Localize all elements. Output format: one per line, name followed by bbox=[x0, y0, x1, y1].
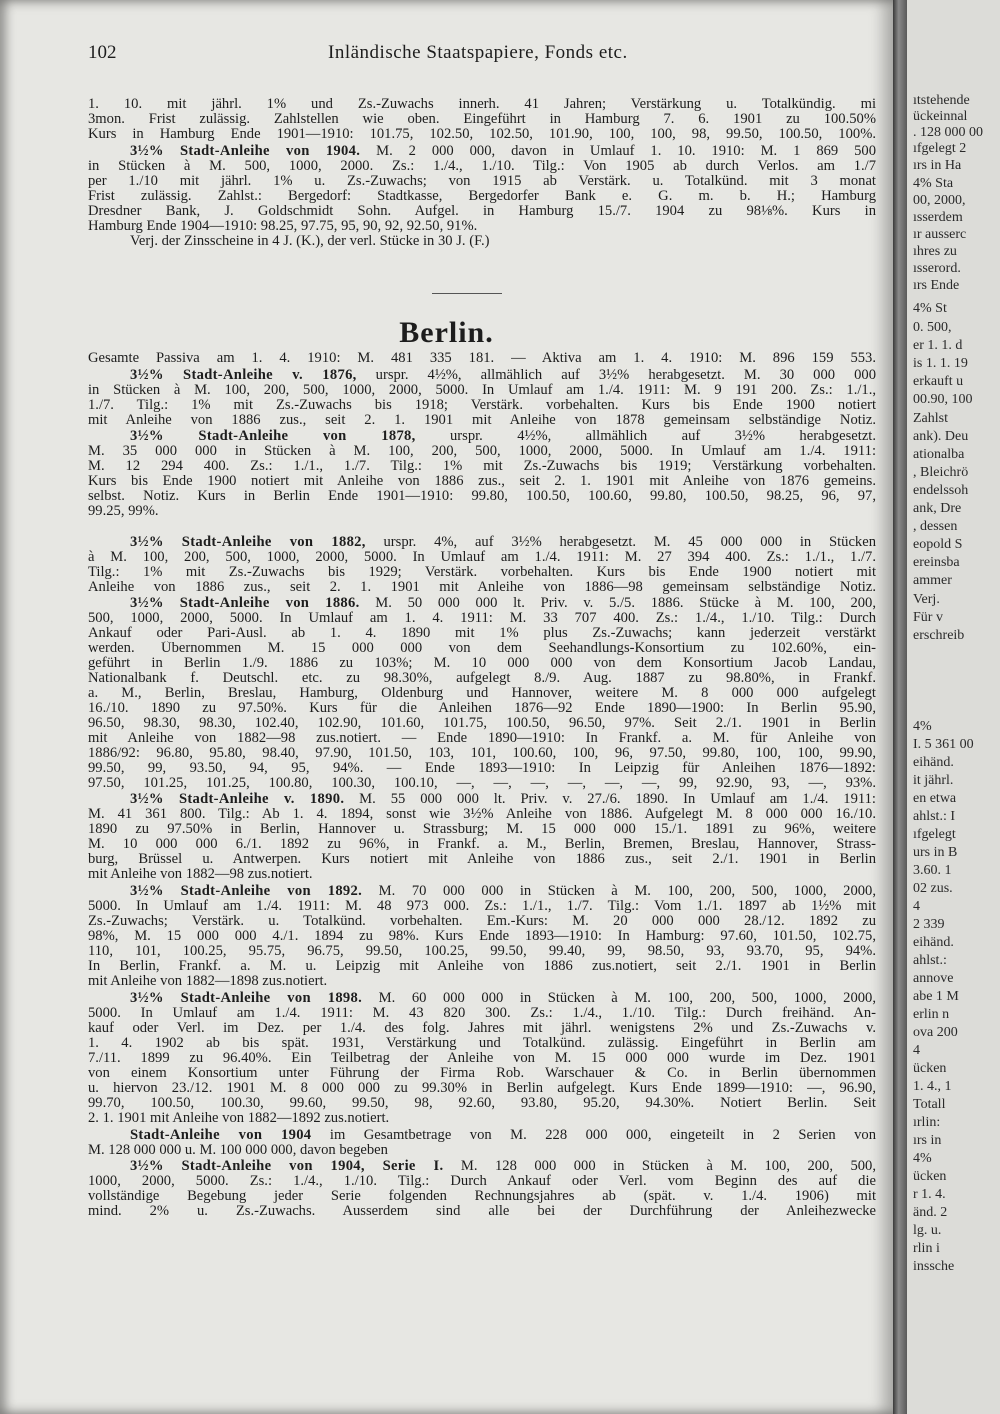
adjacent-page-line: eihänd. bbox=[913, 755, 954, 770]
entry-heading: 3½% Stadt-Anleihe v. 1876, bbox=[130, 368, 357, 383]
adjacent-page-line: 4% Sta bbox=[913, 176, 954, 191]
adjacent-page-line: ıtstehende bbox=[913, 93, 970, 108]
adjacent-page-line: 4 bbox=[913, 1043, 920, 1058]
text-line: a. M., Berlin, Breslau, Hamburg, Oldenburg und Hannover, weitere M. 8 000 000 aufgelegt bbox=[88, 686, 876, 701]
entry-text: M. 70 000 000 in Stücken à M. 100, 200, 500, 1000, 2000, bbox=[378, 884, 876, 899]
adjacent-page-line: 0. 500, bbox=[913, 320, 952, 335]
adjacent-page-line: ammer bbox=[913, 573, 952, 588]
text-line: 110, 101, 100.25, 95.75, 96.75, 99.50, 100.25, 99.50, 99.40, 99, 98.50, 93, 93.70, 95, 94%. bbox=[88, 944, 876, 959]
adjacent-page-line: 02 zus. bbox=[913, 881, 953, 896]
adjacent-page-line: ısserdem bbox=[913, 210, 963, 225]
text-line: Frist zulässig. Zahlst.: Bergedorf: Stadtkasse, Bergedorfer Bank e. G. m. b. H.; Hamburg bbox=[88, 189, 876, 204]
page-number: 102 bbox=[88, 42, 117, 63]
text-line: Hamburg Ende 1904—1910: 98.25, 97.75, 95, 90, 92, 92.50, 91%. bbox=[88, 219, 478, 234]
entry-heading: Stadt-Anleihe von 1904 bbox=[130, 1128, 312, 1143]
adjacent-page-line: r 1. 4. bbox=[913, 1187, 946, 1202]
adjacent-page-line: ıhres zu bbox=[913, 244, 957, 259]
adjacent-page-line: inssche bbox=[913, 1259, 955, 1274]
adjacent-page-line: Verj. bbox=[913, 592, 940, 607]
text-line: mit Anleihe von 1882—1898 zus.notiert. bbox=[88, 974, 328, 989]
section-divider bbox=[432, 293, 502, 294]
adjacent-page-line: it jährl. bbox=[913, 773, 954, 788]
adjacent-page-line: ırlin: bbox=[913, 1115, 941, 1130]
adjacent-page-line: ova 200 bbox=[913, 1025, 958, 1040]
text-line: In Berlin, Frankf. a. M. u. Leipzig mit Anleihe von 1886 zus.notiert, seit 2./1. 1901 in Berlin bbox=[88, 959, 876, 974]
adjacent-page-line: urs in B bbox=[913, 845, 958, 860]
text-line: à M. 100, 200, 500, 1000, 2000, 5000. In Umlauf am 1./4. 1911: M. 27 394 400. Zs.: 1./1., 1./7. bbox=[88, 550, 876, 565]
adjacent-page-line: ücken bbox=[913, 1169, 947, 1184]
entry-first-line bbox=[130, 596, 876, 611]
text-line: 1. 10. mit jährl. 1% und Zs.-Zuwachs innerh. 41 Jahren; Verstärkung u. Totalkündig. mi bbox=[88, 97, 876, 112]
adjacent-page-line: , dessen bbox=[913, 519, 958, 534]
entry-heading: 3½% Stadt-Anleihe von 1898. bbox=[130, 991, 363, 1006]
text-line: 3mon. Frist zulässig. Zahlstellen wie oben. Eingeführt in Hamburg 7. 6. 1901 zu 100.50% bbox=[88, 112, 876, 127]
adjacent-page-line: 4% bbox=[913, 719, 932, 734]
text-line: mit Anleihe von 1882—98 zus.notiert. bbox=[88, 867, 313, 882]
entry-text: M. 128 000 000 in Stücken à M. 100, 200, 500, bbox=[460, 1159, 876, 1174]
running-title: Inländische Staatspapiere, Fonds etc. bbox=[328, 42, 628, 63]
text-line: Nationalbank f. Deutschl. etc. zu 98.30%, aufgelegt 8./9. Aug. 1887 zu 98.80%, in Frankf. bbox=[88, 671, 876, 686]
entry-first-line bbox=[130, 1128, 876, 1143]
adjacent-page-line: eopold S bbox=[913, 537, 963, 552]
adjacent-page-line: 1. 4., 1 bbox=[913, 1079, 952, 1094]
entry-first-line bbox=[130, 991, 876, 1006]
text-line: 16./10. 1890 zu 97.50%. Kurs für die Anleihen 1876—92 Ende 1890—1900: In Berlin 95.90, bbox=[88, 701, 876, 716]
adjacent-page-line: ahlst.: bbox=[913, 953, 947, 968]
adjacent-page-line: is 1. 1. 19 bbox=[913, 356, 968, 371]
text-line: in Stücken à M. 100, 200, 500, 1000, 2000, 5000. In Umlauf am 1./4. 1911: M. 9 191 200. Zs.: 1./1., bbox=[88, 383, 876, 398]
adjacent-page-line: 4 bbox=[913, 899, 920, 914]
adjacent-page-line: ıfgelegt bbox=[913, 827, 956, 842]
adjacent-page-line: 3.60. 1 bbox=[913, 863, 952, 878]
adjacent-page-line: erlin n bbox=[913, 1007, 950, 1022]
text-line: 1. 4. 1902 ab bis spät. 1931, Verstärkung und Totalkünd. zulässig. Eingeführt in Berlin am bbox=[88, 1036, 876, 1051]
adjacent-page-line: 4% St bbox=[913, 301, 947, 316]
text-line: Kurs in Hamburg Ende 1901—1910: 101.75, 102.50, 102.50, 101.90, 100, 100, 98, 99.50, 100.50, 100%. bbox=[88, 127, 876, 142]
text-line: von einem Konsortium unter Führung der Firma Rob. Warschauer & Co. in Berlin übernommen bbox=[88, 1066, 876, 1081]
adjacent-page-line: änd. 2 bbox=[913, 1205, 948, 1220]
text-line: 500, 1000, 2000, 5000. In Umlauf am 1. 4. 1911: M. 33 707 400. Zs.: 1./4., 1./10. Tilg.: Durch bbox=[88, 611, 876, 626]
adjacent-page-line: 00.90, 100 bbox=[913, 392, 973, 407]
text-line: u. hiervon 23./12. 1901 M. 8 000 000 zu 99.30% in Berlin aufgelegt. Kurs Ende 1899—1910: —, 96.90, bbox=[88, 1081, 876, 1096]
text-line: 1000, 2000, 5000. Zs.: 1./4., 1./10. Tilg.: Durch Ankauf oder Verl. vom Beginn des auf die bbox=[88, 1174, 876, 1189]
text-line: 1886/92: 96.80, 95.80, 98.40, 97.90, 101.50, 103, 101, 100.60, 100, 96, 97.50, 99.80, 100, 100, 99.90, bbox=[88, 746, 876, 761]
text-line: M. 10 000 000 6./1. 1892 zu 96%, in Frankf. a. M., Berlin, Bremen, Breslau, Hannover, Strass- bbox=[88, 837, 876, 852]
text-line: 5000. In Umlauf am 1./4. 1911: M. 43 820 300. Zs.: 1./4., 1./10. Tilg.: Durch freihänd. An- bbox=[88, 1006, 876, 1021]
adjacent-page-line: ank, Dre bbox=[913, 501, 962, 516]
entry-text: M. 50 000 000 lt. Priv. v. 5./5. 1886. Stücke à M. 100, 200, bbox=[375, 596, 876, 611]
adjacent-page-line: erschreib bbox=[913, 628, 965, 643]
entry-text: im Gesamtbetrage von M. 228 000 000, eingeteilt in 2 Serien von bbox=[329, 1128, 876, 1143]
entry-first-line bbox=[130, 1159, 876, 1174]
adjacent-page-line: erkauft u bbox=[913, 374, 964, 389]
adjacent-page-line: endelssoh bbox=[913, 483, 969, 498]
entry-text: M. 55 000 000 lt. Priv. v. 27./6. 1890. In Umlauf am 1./4. 1911: bbox=[359, 792, 876, 807]
adjacent-page-line: ahlst.: I bbox=[913, 809, 955, 824]
section-title: Berlin. bbox=[399, 316, 494, 349]
adjacent-page-line: ationalba bbox=[913, 447, 965, 462]
adjacent-page-line: ıfgelegt 2 bbox=[913, 141, 967, 156]
text-line: M. 128 000 000 u. M. 100 000 000, davon begeben bbox=[88, 1143, 388, 1158]
text-line: per 1./10 mit jährl. 1% u. Zs.-Zuwachs; von 1915 ab Verstärk. u. Totalkünd. mit 3 monat bbox=[88, 174, 876, 189]
entry-heading: 3½% Stadt-Anleihe v. 1890. bbox=[130, 792, 345, 807]
entry-first-line bbox=[130, 884, 876, 899]
text-line: burg, Brüssel u. Antwerpen. Kurs notiert mit Anleihe von 1886 zus., seit 2./1. 1901 in Berlin bbox=[88, 852, 876, 867]
text-line: in Stücken à M. 500, 1000, 2000. Zs.: 1./4., 1./10. Tilg.: Von 1905 ab durch Verlos. am 1./7 bbox=[88, 159, 876, 174]
adjacent-page-line: ereinsba bbox=[913, 555, 960, 570]
text-line: 97.50, 101.25, 101.25, 100.80, 100.30, 100.10, —, —, —, —, —, —, 99, 92.90, 93, —, 93%. bbox=[88, 776, 876, 791]
adjacent-page-line: , Bleichrö bbox=[913, 465, 969, 480]
text-line: mind. 2% u. Zs.-Zuwachs. Ausserdem sind alle bei der Durchführung der Anleihezwecke bbox=[88, 1204, 876, 1219]
entry-heading: 3½% Stadt-Anleihe von 1886. bbox=[130, 596, 360, 611]
entry-heading: 3½% Stadt-Anleihe von 1892. bbox=[130, 884, 363, 899]
adjacent-page-line: ırs in bbox=[913, 1133, 942, 1148]
gesamte-passiva: Gesamte Passiva am 1. 4. 1910: M. 481 335 181. — Aktiva am 1. 4. 1910: M. 896 159 553. bbox=[88, 351, 876, 366]
text-line: Anleihe von 1886 zus., seit 2. 1. 1901 mit Anleihe von 1886—98 gemeinsam selbständige Notiz. bbox=[88, 580, 876, 595]
adjacent-page-line: Für v bbox=[913, 610, 943, 625]
adjacent-page-line: Totall bbox=[913, 1097, 946, 1112]
entry-first-line bbox=[130, 535, 876, 550]
adjacent-page-line: annove bbox=[913, 971, 954, 986]
adjacent-page-line: abe 1 M bbox=[913, 989, 959, 1004]
entry-text: urspr. 4½%, allmählich auf 3½% herabgesetzt. M. 30 000 000 bbox=[375, 368, 876, 383]
book-gutter bbox=[893, 0, 907, 1414]
text-line: Tilg.: 1% mit Zs.-Zuwachs bis 1929; Verstärk. vorbehalten. Kurs bis Ende 1900 notiert mit bbox=[88, 565, 876, 580]
entry-text: M. 60 000 000 in Stücken à M. 100, 200, 500, 1000, 2000, bbox=[378, 991, 876, 1006]
adjacent-page-line: ırs in Ha bbox=[913, 158, 962, 173]
text-line: Dresdner Bank, J. Goldschmidt Sohn. Aufgel. in Hamburg 15./7. 1904 zu 98⅛%. Kurs in bbox=[88, 204, 876, 219]
adjacent-page-edge bbox=[907, 0, 1000, 1414]
text-line: M. 35 000 000 in Stücken à M. 100, 200, 500, 1000, 2000, 5000. In Umlauf am 1./4. 1911: bbox=[88, 444, 876, 459]
text-line: vollständige Begebung jeder Serie folgenden Rechnungsjahres ab (spät. v. 1./4. 1906) mit bbox=[88, 1189, 876, 1204]
text-line: 96.50, 98.30, 98.30, 102.40, 102.90, 101.60, 101.75, 100.50, 96.50, 97%. Seit 2./1. 1901 in Berlin bbox=[88, 716, 876, 731]
text-line: 2. 1. 1901 mit Anleihe von 1882—1892 zus.notiert. bbox=[88, 1111, 390, 1126]
text-line: 7./11. 1899 zu 96.40%. Ein Teilbetrag der Anleihe von M. 15 000 000 wurde im Dez. 1901 bbox=[88, 1051, 876, 1066]
entry-first-line bbox=[130, 429, 876, 444]
adjacent-page-line: 4% bbox=[913, 1151, 932, 1166]
text-line: 99.70, 100.50, 100.30, 99.60, 99.50, 98, 92.60, 93.80, 95.20, 94.30%. Notiert Berlin. Seit bbox=[88, 1096, 876, 1111]
text-line: 98%, M. 15 000 000 4./1. 1894 zu 98%. Kurs Ende 1893—1910: In Hamburg: 97.60, 101.50, 102.75, bbox=[88, 929, 876, 944]
adjacent-page-line: rlin i bbox=[913, 1241, 940, 1256]
text-line: 5000. In Umlauf am 1./4. 1911: M. 48 973 000. Zs.: 1./1., 1./7. Tilg.: Vom 1./1. 1897 ab 1½% mit bbox=[88, 899, 876, 914]
adjacent-page-line: ank). Deu bbox=[913, 429, 969, 444]
entry-first-line bbox=[130, 144, 876, 159]
text-line: mit Anleihe von 1886 zus., seit 2. 1. 1901 mit Anleihe von 1878 gemeinsam selbständige Notiz. bbox=[88, 413, 876, 428]
entry-heading: 3½% Stadt-Anleihe von 1882, bbox=[130, 535, 366, 550]
text-line: 99.25, 99%. bbox=[88, 504, 159, 519]
verjaehrung-note: Verj. der Zinsscheine in 4 J. (K.), der verl. Stücke in 30 J. (F.) bbox=[130, 234, 490, 249]
text-line: mit Anleihe von 1882—98 zus.notiert. — Ende 1890—1910: In Frankf. a. M. für Anleihe von bbox=[88, 731, 876, 746]
adjacent-page-line: ısserord. bbox=[913, 261, 961, 276]
adjacent-page-line: lg. u. bbox=[913, 1223, 942, 1238]
adjacent-page-line: I. 5 361 00 bbox=[913, 737, 974, 752]
entry-heading: 3½% Stadt-Anleihe von 1878, bbox=[130, 429, 416, 444]
text-line: werden. Übernommen M. 15 000 000 von dem Seehandlungs-Konsortium zu 102.60%, ein- bbox=[88, 641, 876, 656]
text-line: Zs.-Zuwachs; Verstärk. u. Totalkünd. vorbehalten. Em.-Kurs: M. 20 000 000 28./12. 1892 zu bbox=[88, 914, 876, 929]
text-line: 1./7. Tilg.: 1% mit Zs.-Zuwachs bis 1918; Verstärk. vorbehalten. Kurs bis Ende 1900 notiert bbox=[88, 398, 876, 413]
adjacent-page-line: . 128 000 00 bbox=[913, 125, 983, 140]
entry-heading: 3½% Stadt-Anleihe von 1904. bbox=[130, 144, 361, 159]
adjacent-page-line: ückeinnal bbox=[913, 109, 968, 124]
text-line: selbst. Notiz. Kurs in Berlin Ende 1901—1910: 99.80, 100.50, 100.60, 99.80, 100.50, 98.25, 96, 97, bbox=[88, 489, 876, 504]
adjacent-page-line: ırs Ende bbox=[913, 278, 960, 293]
text-line: M. 12 294 400. Zs.: 1./1., 1./7. Tilg.: 1% mit Zs.-Zuwachs bis 1919; Verstärkung vorbehalten. bbox=[88, 459, 876, 474]
page-header bbox=[88, 42, 878, 68]
adjacent-page-line: 00, 2000, bbox=[913, 193, 966, 208]
entry-text: M. 2 000 000, davon in Umlauf 1. 10. 1910: M. 1 869 500 bbox=[376, 144, 876, 159]
adjacent-page-line: ücken bbox=[913, 1061, 947, 1076]
text-line: Ankauf oder Pari-Ausl. ab 1. 4. 1890 mit 1% plus Zs.-Zuwachs; kann jederzeit verstärkt bbox=[88, 626, 876, 641]
adjacent-page-line: 2 339 bbox=[913, 917, 945, 932]
adjacent-page-line: ır ausserc bbox=[913, 227, 967, 242]
adjacent-page-line: en etwa bbox=[913, 791, 957, 806]
adjacent-page-line: eihänd. bbox=[913, 935, 954, 950]
entry-text: urspr. 4½%, allmählich auf 3½% herabgesetzt. bbox=[449, 429, 876, 444]
entry-text: urspr. 4%, auf 3½% herabgesetzt. M. 45 000 000 in Stücken bbox=[383, 535, 876, 550]
text-line: kauf oder Verl. im Dez. per 1./4. des folg. Jahres mit jährl. wenigstens 2% und Zs.-Zuwachs v. bbox=[88, 1021, 876, 1036]
adjacent-page-line: er 1. 1. d bbox=[913, 338, 963, 353]
adjacent-page-line: Zahlst bbox=[913, 411, 948, 426]
text-line: 99.50, 99, 93.50, 94, 95, 94%. — Ende 1893—1910: In Leipzig für Anleihen 1876—1892: bbox=[88, 761, 876, 776]
entry-heading: 3½% Stadt-Anleihe von 1904, Serie I. bbox=[130, 1159, 444, 1174]
text-line: Kurs bis Ende 1900 notiert mit Anleihe von 1886 zus., seit 2. 1. 1901 mit Anleihe von 1876 gemeins. bbox=[88, 474, 876, 489]
entry-first-line bbox=[130, 368, 876, 383]
text-line: 1890 zu 97.50% in Berlin, Hannover u. Strassburg; M. 15 000 000 15./1. 1891 zu 96%, weitere bbox=[88, 822, 876, 837]
text-line: geführt in Berlin 1./9. 1886 zu 103%; M. 10 000 000 von dem Konsortium Jacob Landau, bbox=[88, 656, 876, 671]
text-line: M. 41 361 800. Tilg.: Ab 1. 4. 1894, sonst wie 3½% Anleihe von 1886. Aufgelegt M. 8 000 000 16./10. bbox=[88, 807, 876, 822]
entry-first-line bbox=[130, 792, 876, 807]
